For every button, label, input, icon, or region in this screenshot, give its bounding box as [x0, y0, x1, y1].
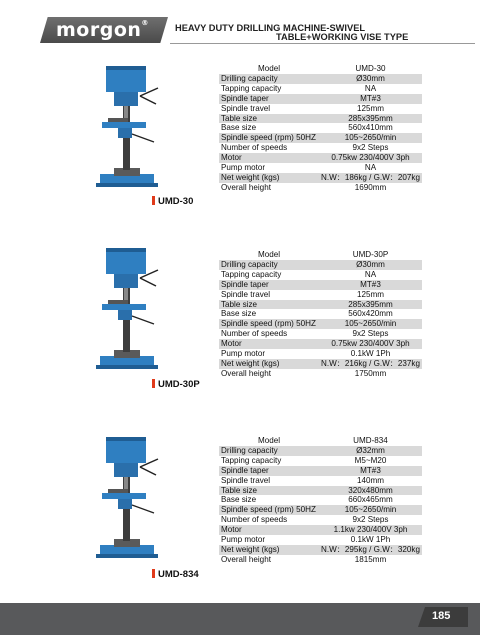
spec-row: [219, 486, 422, 496]
spec-key: Overall height: [219, 555, 319, 565]
spec-value: MT#3: [319, 466, 422, 476]
model-label: [152, 569, 199, 580]
spec-row: [219, 535, 422, 545]
spec-row: [219, 495, 422, 505]
spec-value: N.W：216kg / G.W：237kg: [321, 358, 420, 368]
spec-header-row: [219, 250, 422, 260]
spec-value: 1690mm: [319, 183, 422, 193]
spec-key: Model: [219, 64, 319, 74]
spec-key: Overall height: [219, 369, 319, 379]
spec-value: 9x2 Steps: [319, 143, 422, 153]
spec-row: [219, 466, 422, 476]
product-section: [0, 242, 480, 422]
spec-key: Pump motor: [219, 349, 319, 359]
page-header: [0, 0, 480, 46]
spec-value: 125mm: [319, 104, 422, 114]
spec-key: Spindle taper: [219, 466, 319, 476]
spec-row: [219, 280, 422, 290]
spec-value: UMD-30P: [319, 250, 422, 260]
spec-key: Drilling capacity: [219, 74, 319, 84]
spec-key: Motor: [219, 339, 319, 349]
spec-row: [219, 505, 422, 515]
spec-row: [219, 515, 422, 525]
spec-value: 1750mm: [319, 369, 422, 379]
header-divider: [170, 43, 475, 44]
model-label: [152, 196, 193, 207]
drill-press-illustration: [92, 430, 162, 564]
model-label: [152, 379, 200, 390]
spec-key: Tapping capacity: [219, 84, 319, 94]
spec-key: Base size: [219, 495, 319, 505]
spec-key: Pump motor: [219, 163, 319, 173]
spec-key: Spindle speed (rpm) 50HZ: [219, 505, 319, 515]
spec-value: MT#3: [319, 280, 422, 290]
spec-row: [219, 349, 422, 359]
spec-value: N.W：186kg / G.W：207kg: [321, 172, 420, 182]
spec-row: [219, 123, 422, 133]
spec-value: 9x2 Steps: [319, 515, 422, 525]
product-section: [0, 430, 480, 610]
label-bar: [152, 379, 155, 388]
drill-press-illustration: [92, 244, 162, 372]
spec-key: Spindle speed (rpm) 50HZ: [219, 319, 319, 329]
spec-table: [219, 64, 422, 193]
spec-row: [219, 270, 422, 280]
spec-header-row: [219, 64, 422, 74]
page-footer: [0, 603, 480, 635]
spec-value: NA: [319, 84, 422, 94]
spec-row: [219, 260, 422, 270]
page-title: HEAVY DUTY DRILLING MACHINE-SWIVEL: [175, 23, 366, 33]
spec-value: 1.1kw 230/400V 3ph: [319, 525, 422, 535]
brand-mark: ®: [141, 19, 149, 27]
drill-press-illustration: [92, 62, 162, 190]
spec-key: Number of speeds: [219, 143, 319, 153]
spec-value: 1815mm: [319, 555, 422, 565]
model-label-text: UMD-30: [158, 196, 194, 207]
spec-key: Overall height: [219, 183, 319, 193]
spec-value: 9x2 Steps: [319, 329, 422, 339]
brand-name: morgon: [56, 19, 142, 41]
spec-value: 140mm: [319, 476, 422, 486]
brand-logo: [56, 19, 149, 41]
spec-value: 320x480mm: [319, 486, 422, 496]
spec-key: Motor: [219, 525, 319, 535]
spec-row: [219, 309, 422, 319]
spec-key: Pump motor: [219, 535, 319, 545]
spec-value: 0.75kw 230/400V 3ph: [319, 153, 422, 163]
spec-key: Base size: [219, 309, 319, 319]
spec-key: Base size: [219, 123, 319, 133]
spec-row: [219, 339, 422, 349]
spec-row: [219, 290, 422, 300]
spec-row: [219, 476, 422, 486]
spec-row: [219, 329, 422, 339]
spec-key: Spindle travel: [219, 104, 319, 114]
model-label-text: UMD-30P: [158, 379, 200, 390]
spec-row: [219, 173, 422, 183]
spec-value: 560x410mm: [319, 123, 422, 133]
spec-key: Spindle taper: [219, 94, 319, 104]
spec-row: [219, 525, 422, 535]
spec-value: UMD-30: [319, 64, 422, 74]
spec-key: Net weight (kgs): [219, 359, 319, 369]
spec-value: Ø30mm: [319, 260, 422, 270]
spec-value: 560x420mm: [319, 309, 422, 319]
spec-key: Table size: [219, 114, 319, 124]
spec-row: [219, 369, 422, 379]
spec-row: [219, 183, 422, 193]
spec-key: Spindle speed (rpm) 50HZ: [219, 133, 319, 143]
spec-row: [219, 143, 422, 153]
spec-value: Ø32mm: [319, 446, 422, 456]
model-label-text: UMD-834: [158, 569, 199, 580]
product-section: [0, 58, 480, 238]
spec-key: Number of speeds: [219, 329, 319, 339]
spec-key: Drilling capacity: [219, 260, 319, 270]
spec-value: UMD-834: [319, 436, 422, 446]
spec-row: [219, 163, 422, 173]
spec-value: Ø30mm: [319, 74, 422, 84]
spec-value: NA: [319, 270, 422, 280]
spec-row: [219, 456, 422, 466]
spec-value: M5~M20: [319, 456, 422, 466]
spec-value: 285x395mm: [319, 300, 422, 310]
page-number: 185: [432, 610, 451, 622]
spec-value: NA: [319, 163, 422, 173]
spec-key: Table size: [219, 300, 319, 310]
spec-key: Motor: [219, 153, 319, 163]
spec-row: [219, 545, 422, 555]
spec-row: [219, 300, 422, 310]
spec-value: 660x465mm: [319, 495, 422, 505]
spec-key: Spindle travel: [219, 290, 319, 300]
spec-row: [219, 153, 422, 163]
spec-table: [219, 436, 422, 565]
spec-key: Model: [219, 250, 319, 260]
spec-key: Spindle travel: [219, 476, 319, 486]
spec-value: 125mm: [319, 290, 422, 300]
spec-table: [219, 250, 422, 379]
spec-row: [219, 555, 422, 565]
label-bar: [152, 196, 155, 205]
spec-row: [219, 94, 422, 104]
spec-key: Number of speeds: [219, 515, 319, 525]
spec-header-row: [219, 436, 422, 446]
spec-row: [219, 359, 422, 369]
spec-row: [219, 74, 422, 84]
spec-row: [219, 319, 422, 329]
spec-row: [219, 446, 422, 456]
label-bar: [152, 569, 155, 578]
spec-row: [219, 133, 422, 143]
page-subtitle: TABLE+WORKING VISE TYPE: [276, 32, 409, 42]
spec-key: Model: [219, 436, 319, 446]
spec-value: 0.1kW 1Ph: [319, 349, 422, 359]
spec-key: Drilling capacity: [219, 446, 319, 456]
spec-key: Net weight (kgs): [219, 545, 319, 555]
spec-value: 105~2650/min: [319, 133, 422, 143]
spec-value: N.W：295kg / G.W：320kg: [321, 544, 420, 554]
spec-key: Tapping capacity: [219, 270, 319, 280]
spec-value: 285x395mm: [319, 114, 422, 124]
spec-row: [219, 114, 422, 124]
spec-value: 0.1kW 1Ph: [319, 535, 422, 545]
spec-key: Net weight (kgs): [219, 173, 319, 183]
spec-row: [219, 84, 422, 94]
spec-value: MT#3: [319, 94, 422, 104]
spec-key: Table size: [219, 486, 319, 496]
spec-value: 105~2650/min: [319, 505, 422, 515]
spec-value: 105~2650/min: [319, 319, 422, 329]
spec-value: 0.75kw 230/400V 3ph: [319, 339, 422, 349]
spec-key: Spindle taper: [219, 280, 319, 290]
spec-key: Tapping capacity: [219, 456, 319, 466]
spec-row: [219, 104, 422, 114]
